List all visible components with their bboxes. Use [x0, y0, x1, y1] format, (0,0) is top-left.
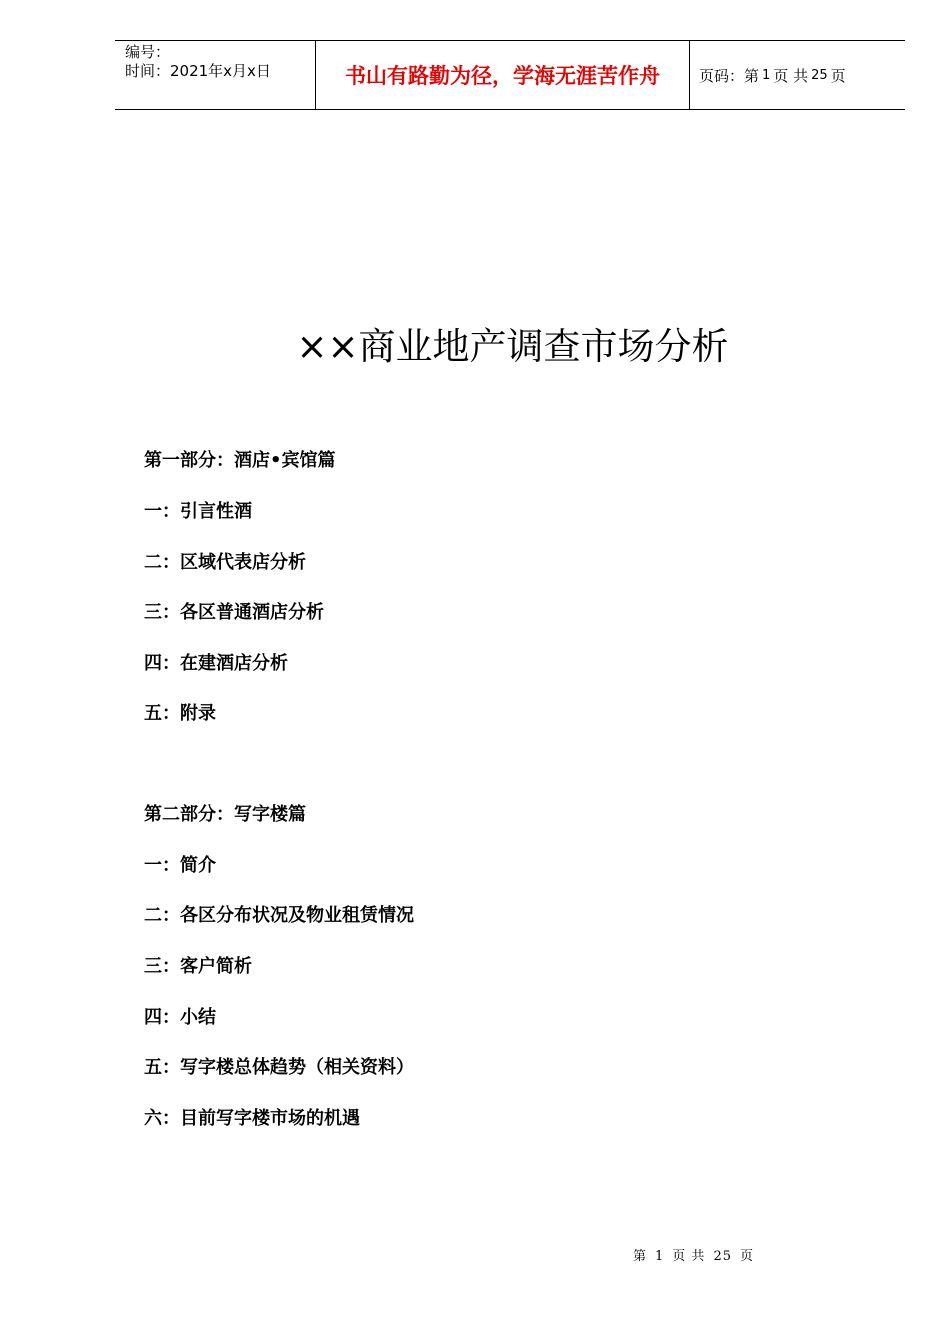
page-mid: 页 共 — [773, 66, 809, 85]
page-suffix: 页 — [830, 66, 846, 85]
part2-heading: 第二部分：写字楼篇 — [144, 804, 306, 825]
page-footer — [633, 1245, 754, 1264]
footer-suffix: 页 — [739, 1249, 754, 1264]
title-mark: ×× — [296, 325, 359, 368]
part1-heading: 第一部分：酒店•宾馆篇 — [144, 450, 336, 471]
list-item: 一：简介 — [144, 855, 216, 876]
list-item: 四：在建酒店分析 — [144, 653, 288, 674]
header-meta — [115, 41, 316, 109]
page-header — [115, 40, 905, 110]
number-label: 编号： — [125, 43, 171, 61]
page-total: 25 — [811, 67, 828, 83]
footer-total: 25 — [713, 1249, 732, 1264]
list-item: 一：引言性酒 — [144, 501, 252, 522]
footer-mid: 页 共 — [672, 1249, 706, 1264]
motto: 书山有路勤为径，学海无涯苦作舟 — [345, 64, 660, 88]
footer-current: 1 — [655, 1249, 665, 1264]
header-motto-cell — [316, 41, 690, 109]
list-item: 四：小结 — [144, 1007, 216, 1028]
list-item: 三：各区普通酒店分析 — [144, 602, 324, 623]
header-page-info — [690, 41, 905, 109]
list-item: 二：各区分布状况及物业租赁情况 — [144, 905, 414, 926]
title-text: 商业地产调查市场分析 — [358, 325, 729, 368]
time-label: 时间：2021年x月x日 — [125, 62, 271, 80]
list-item: 六：目前写字楼市场的机遇 — [144, 1108, 360, 1129]
list-item: 五：写字楼总体趋势（相关资料） — [144, 1057, 414, 1078]
page-current: 1 — [762, 67, 771, 83]
list-item: 三：客户简析 — [144, 956, 252, 977]
document-title — [0, 322, 950, 372]
page-label: 页码：第 — [699, 66, 760, 85]
list-item: 五：附录 — [144, 703, 216, 724]
list-item: 二：区域代表店分析 — [144, 552, 306, 573]
footer-prefix: 第 — [633, 1249, 648, 1264]
